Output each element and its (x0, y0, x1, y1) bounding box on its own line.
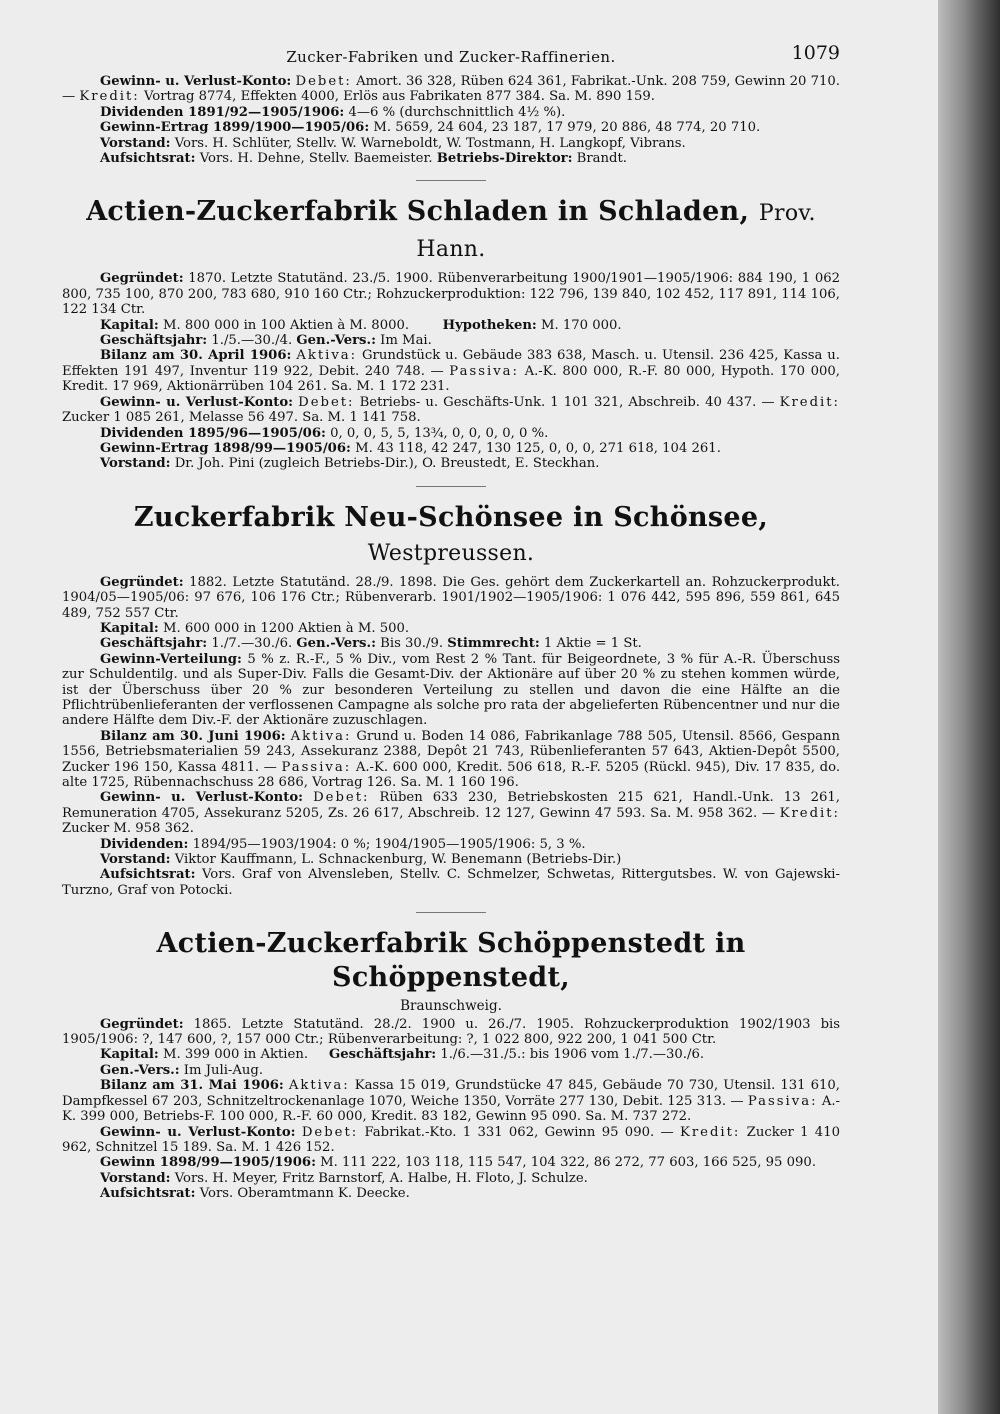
section-divider (416, 912, 486, 913)
gen-vers-paragraph: Gen.-Vers.: Im Juli-Aug. (100, 1062, 264, 1078)
gv-konto-paragraph: Gewinn- u. Verlust-Konto: Debet: Betriebs- u. Geschäfts-Unk. 1 101 321, Abschreib. 40 437. — Kredit: Zucker 1 085 261, Melasse 56 497. Sa. M. 1 141 758. (62, 394, 840, 426)
entry-schoeppenstedt (62, 927, 840, 1201)
company-heading: Actien-Zuckerfabrik Schöppenstedt in Schöppenstedt, (156, 928, 746, 994)
vorstand-paragraph: Vorstand: Viktor Kauffmann, L. Schnackenburg, W. Benemann (Betriebs-Dir.) (100, 852, 622, 868)
gv-konto-paragraph: Gewinn- u. Verlust-Konto: Debet: Rüben 633 230, Betriebskosten 215 621, Handl.-Unk. 13 261, Remuneration 4705, Assekuranz 5205, Zs. 26 617, Abschreib. 12 127, Gewinn 47 593. Sa. M. 958 362. — Kredit: Zucker M. 958 362. (62, 790, 840, 837)
vorstand-paragraph: Vorstand: Dr. Joh. Pini (zugleich Betriebs-Dir.), O. Breustedt, E. Steckhan. (100, 456, 600, 472)
bilanz-paragraph: Bilanz am 31. Mai 1906: Aktiva: Kassa 15 019, Grundstücke 47 845, Gebäude 70 730, Utensil. 131 610, Dampfkessel 67 203, Schnitzeltrockenanlage 1070, Weiche 1350, Vorräte 277 130, Debit. 125 313. — Passiva: A.-K. 399 000, Betriebs-F. 100 000, R.-F. 60 000, Kredit. 83 182, Gewinn 95 090. Sa. M. 737 272. (62, 1078, 840, 1125)
previous-entry (62, 74, 840, 166)
gewinn-paragraph: Gewinn 1898/99—1905/1906: M. 111 222, 103 118, 115 547, 104 322, 86 272, 77 603, 166 525, 95 090. (100, 1155, 817, 1171)
ertrag-paragraph: Gewinn-Ertrag 1899/1900—1905/06: M. 5659, 24 604, 23 187, 17 979, 20 886, 48 774, 20 710. (100, 120, 761, 136)
bilanz-paragraph: Bilanz am 30. Juni 1906: Aktiva: Grund u. Boden 14 086, Fabrikanlage 788 505, Utensil. 8566, Gespann 1556, Betriebsmaterialien 59 243, Assekuranz 2388, Depôt 21 743, Rübenlieferanten 57 643, Aktien-Depôt 5500, Zucker 196 150, Kassa 4811. — Passiva: A.-K. 600 000, Kredit. 506 618, R.-F. 5205 (Rückl. 945), Div. 17 835, do. alte 1725, Rübennachschuss 28 686, Vortrag 126. Sa. M. 1 160 196. (62, 728, 841, 790)
bilanz-paragraph: Bilanz am 30. April 1906: Aktiva: Grundstück u. Gebäude 383 638, Masch. u. Utensil. 236 425, Kassa u. Effekten 191 497, Inventur 119 922, Debit. 240 748. — Passiva: A.-K. 800 000, R.-F. 80 000, Hypoth. 170 000, Kredit. 17 969, Aktionärrüben 104 261. Sa. M. 1 172 231. (62, 348, 840, 395)
gegruendet-paragraph: Gegründet: 1865. Letzte Statutänd. 28./2. 1900 u. 26./7. 1905. Rohzuckerproduktion 1902/1903 bis 1905/1906: ?, 147 600, ?, 157 000 Ctr.; Rübenverarbeitung: ?, 1 022 800, 922 200, 1 041 500 Ctr. (62, 1016, 840, 1048)
geschaeftsjahr-paragraph: Geschäftsjahr: 1./5.—30./4. Gen.-Vers.: Im Mai. (100, 333, 432, 349)
section-divider (416, 486, 486, 487)
page-number: 1079 (791, 42, 840, 64)
company-heading: Actien-Zuckerfabrik Schladen in Schladen, Prov. Hann. (86, 196, 816, 263)
binding-edge (938, 0, 1000, 1414)
gv-konto-paragraph: Gewinn- u. Verlust-Konto: Debet: Amort. 36 328, Rüben 624 361, Fabrikat.-Unk. 208 759, Gewinn 20 710. — Kredit: Vortrag 8774, Effekten 4000, Erlös aus Fabrikaten 877 384. Sa. M. 890 159. (62, 74, 840, 105)
section-divider (416, 180, 486, 181)
dividenden-paragraph: Dividenden 1891/92—1905/1906: 4—6 % (durchschnittlich 4½ %). (100, 104, 566, 120)
dividenden-paragraph: Dividenden 1895/96—1905/06: 0, 0, 0, 5, 5, 13¾, 0, 0, 0, 0, 0 %. (100, 425, 549, 441)
gv-konto-paragraph: Gewinn- u. Verlust-Konto: Debet: Fabrikat.-Kto. 1 331 062, Gewinn 95 090. — Kredit: Zucker 1 410 962, Schnitzel 15 189. Sa. M. 1 426 152. (62, 1124, 840, 1155)
company-heading: Zuckerfabrik Neu-Schönsee in Schönsee, Westpreussen. (133, 501, 769, 566)
vorstand-paragraph: Vorstand: Vors. H. Meyer, Fritz Barnstorf, A. Halbe, H. Floto, J. Schulze. (100, 1170, 588, 1186)
aufsichtsrat-paragraph: Aufsichtsrat: Vors. Oberamtmann K. Deecke. (100, 1186, 410, 1202)
dividenden-paragraph: Dividenden: 1894/95—1903/1904: 0 %; 1904/1905—1905/1906: 5, 3 %. (100, 836, 586, 852)
kapital-paragraph: Kapital: M. 399 000 in Aktien. Geschäftsjahr: 1./6.—31./5.: bis 1906 vom 1./7.—30./6. (100, 1047, 705, 1063)
vorstand-paragraph: Vorstand: Vors. H. Schlüter, Stellv. W. Warneboldt, W. Tostmann, H. Langkopf, Vibrans. (100, 135, 686, 151)
kapital-paragraph: Kapital: M. 600 000 in 1200 Aktien à M. 500. (100, 620, 410, 636)
page-content (62, 44, 840, 1208)
entry-schladen (62, 195, 840, 471)
gegruendet-paragraph: Gegründet: 1870. Letzte Statutänd. 23./5. 1900. Rübenverarbeitung 1900/1901—1905/1906: 884 190, 1 062 800, 735 100, 870 200, 783 680, 910 160 Ctr.; Rohzuckerproduktion: 122 796, 139 840, 102 452, 117 891, 114 106, 122 134 Ctr. (62, 271, 840, 318)
company-location: Braunschweig. (400, 998, 502, 1015)
running-title: Zucker-Fabriken und Zucker-Raffinerien. (286, 48, 616, 66)
entry-schoensee (62, 501, 840, 899)
aufsichtsrat-paragraph: Aufsichtsrat: Vors. H. Dehne, Stellv. Baemeister. Betriebs-Direktor: Brandt. (100, 151, 627, 167)
aufsichtsrat-paragraph: Aufsichtsrat: Vors. Graf von Alvensleben, Stellv. C. Schmelzer, Schwetas, Rittergutsbes. W. von Gajewski-Turzno, Graf von Potocki. (62, 867, 840, 898)
gegruendet-paragraph: Gegründet: 1882. Letzte Statutänd. 28./9. 1898. Die Ges. gehört dem Zuckerkartell an. Rohzuckerprodukt. 1904/05—1905/06: 97 676, 106 176 Ctr.; Rübenverarb. 1901/1902—1905/1906: 1 076 442, 595 896, 559 861, 645 489, 752 557 Ctr. (62, 574, 840, 621)
geschaeftsjahr-paragraph: Geschäftsjahr: 1./7.—30./6. Gen.-Vers.: Bis 30./9. Stimmrecht: 1 Aktie = 1 St. (100, 636, 642, 652)
kapital-paragraph: Kapital: M. 800 000 in 100 Aktien à M. 8000. Hypotheken: M. 170 000. (100, 317, 622, 333)
running-header (62, 44, 840, 74)
gewinn-verteilung-paragraph: Gewinn-Verteilung: 5 % z. R.-F., 5 % Div., vom Rest 2 % Tant. für Beigeordnete, 3 % für A.-R. Überschuss zur Schuldentilg. und als Super-Div. Falls die Gesamt-Div. der Aktionäre auf über 20 % zu stehen kommen würde, ist der Überschuss über 20 % zur besonderen Verteilung zu stellen und davon die eine Hälfte an die Pflichtrübenlieferanten der verflossenen Campagne als solche pro rata der abgelieferten Rübencentner und nur die andere Hälfte dem Div.-F. der Aktionäre zuzuschlagen. (62, 651, 840, 729)
ertrag-paragraph: Gewinn-Ertrag 1898/99—1905/06: M. 43 118, 42 247, 130 125, 0, 0, 0, 271 618, 104 261. (100, 440, 721, 456)
